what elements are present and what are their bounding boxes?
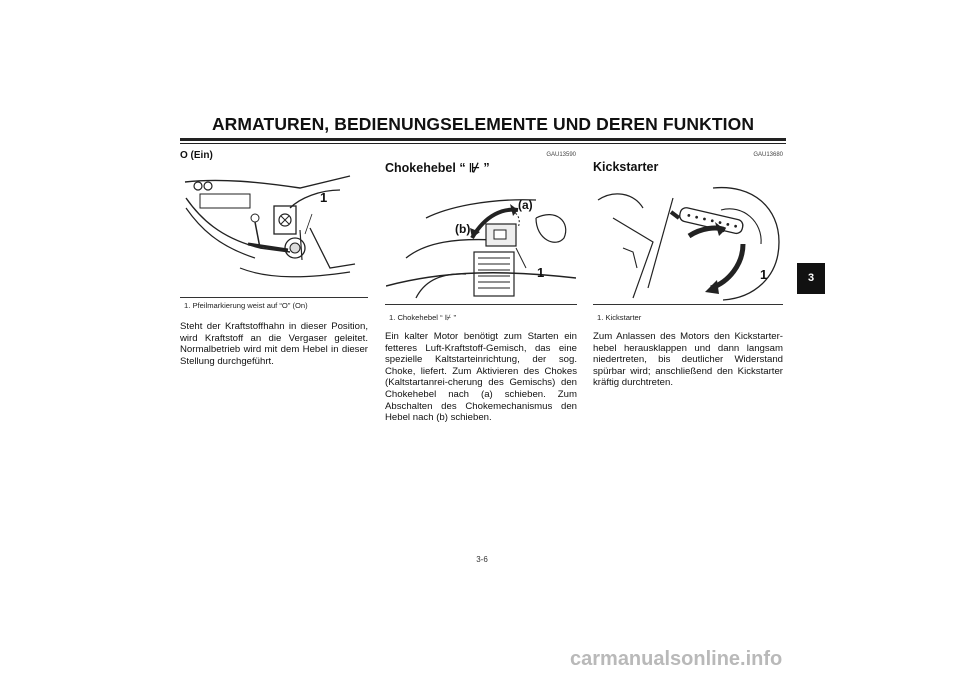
fuel-tap-figure [180,168,368,296]
choke-lever-figure [386,178,576,302]
page-header-title: ARMATUREN, BEDIENUNGSELEMENTE UND DEREN FUNKTION [211,114,755,134]
caption-rule-3 [593,304,783,305]
kickstarter-section-title: Kickstarter [593,160,659,174]
choke-label-b: (b) [455,222,471,236]
fuel-figure-caption: 1. Pfeilmarkierung weist auf “O” (On) [184,301,308,310]
choke-description: Ein kalter Motor benötigt zum Starten ein fetteres Luft-Kraftstoff-Gemisch, das eine spezielle Kaltstarteinrichtung, der sog. Choke, liefert. Zum Aktivieren des Chokes (Kaltstartanrei-cherung des Gemischs) den Chokehebel nach (a) schieben. Zum Abschalten des Chokemechanismus den Hebel nach (b) schieben. [385,331,577,424]
kickstarter-section-code: GAU13680 [753,152,783,158]
kickstarter-figure [593,178,783,302]
kickstarter-description: Zum Anlassen des Motors den Kickstarter-hebel herausklappen und dann langsam niedertreten, bis deutlicher Widerstand spürbar wird; anschließend den Kickstarter kräftig durchtreten. [593,331,783,389]
page-number: 3-6 [476,555,488,564]
fuel-on-description: Steht der Kraftstoffhahn in dieser Position, wird Kraftstoff an die Vergaser geleitet. Normalbetrieb wird mit dem Hebel in dieser Stellung durchgeführt. [180,321,368,367]
fuel-figure-label: 1 [320,190,328,205]
choke-figure-label: 1 [537,265,545,280]
choke-section-code: GAU13590 [546,152,576,158]
watermark: carmanualsonline.info [570,648,783,670]
header-rule-thin [180,143,786,144]
caption-rule-2 [385,304,577,305]
header-rule [180,138,786,141]
fuel-on-subtitle: O (Ein) [180,150,213,161]
caption-rule-1 [180,297,368,298]
choke-section-title: Chokehebel “ ⊮ ” [385,161,490,175]
chapter-tab: 3 [797,263,825,294]
choke-label-a: (a) [518,198,533,212]
choke-figure-caption: 1. Chokehebel “ ⊮ ” [389,313,456,322]
kickstarter-figure-label: 1 [760,267,768,282]
kickstarter-figure-caption: 1. Kickstarter [597,313,642,322]
